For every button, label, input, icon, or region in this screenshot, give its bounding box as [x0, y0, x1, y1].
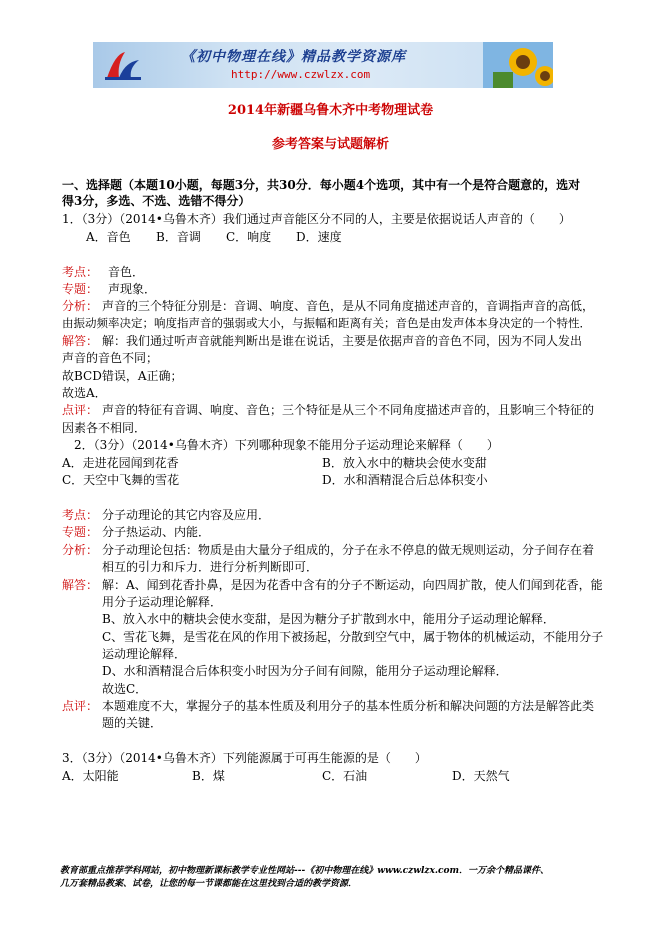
footer-line2: 几万套精品教案、试卷，让您的每一节课都能在这里找到合适的教学资源．	[60, 879, 358, 889]
q1-jieda-line3: 故BCD错误，A正确；	[62, 369, 183, 383]
q1-jieda-line4: 故选A．	[62, 386, 107, 400]
q1-kaodian: 音色．	[108, 265, 145, 279]
q1-dianping-line1: 声音的特征有音调、响度、音色；三个特征是从三个不同角度描述声音的，且影响三个特征的	[102, 403, 595, 417]
section-heading-line1: 一、选择题（本题10小题，每题3分，共30分．每小题4个选项，其中有一个是符合题意的，选对	[62, 178, 581, 192]
document-subtitle: 参考答案与试题解析	[271, 137, 389, 152]
q1-fenxi-label: 分析：	[62, 299, 99, 313]
q2-jieda-line4: C、雪花飞舞，是雪花在风的作用下被扬起，分散到空气中，属于物体的机械运动，不能用分子	[102, 630, 604, 644]
sunflower-icon	[483, 42, 553, 88]
page-footer	[60, 865, 549, 891]
q1-dianping-label: 点评：	[62, 403, 99, 417]
q2-jieda-line2: 用分子运动理论解释．	[102, 595, 223, 609]
q3-option-b: B．煤	[192, 769, 225, 783]
q3-option-c: C．石油	[322, 769, 368, 783]
q2-option-c: C．天空中飞舞的雪花	[62, 473, 180, 487]
q2-jieda-line6: D、水和酒精混合后体积变小时因为分子间有间隙，能用分子运动理论解释．	[102, 664, 508, 678]
q1-option-b: B．音调	[156, 230, 201, 244]
q2-jieda-line3: B、放入水中的糖块会使水变甜，是因为糖分子扩散到水中，能用分子运动理论解释．	[102, 612, 555, 626]
section-heading-line2: 得3分，多选、不选、选错不得分）	[62, 194, 251, 208]
q2-fenxi-line1: 分子动理论包括：物质是由大量分子组成的，分子在永不停息的做无规则运动，分子间存在着	[102, 543, 595, 557]
q1-option-a: A．音色	[86, 230, 131, 244]
q1-jieda-label: 解答：	[62, 334, 99, 348]
q2-jieda-line1: 解：A、闻到花香扑鼻，是因为花香中含有的分子不断运动，向四周扩散，使人们闻到花香，能	[102, 578, 603, 592]
footer-line1: 教育部重点推荐学科网站，初中物理新课标教学专业性网站---《初中物理在线》www.czwlzx.com．一万余个精品课件、	[60, 866, 550, 876]
q2-dianping-line1: 本题难度不大，掌握分子的基本性质及利用分子的基本性质分析和解决问题的方法是解答此类	[102, 699, 595, 713]
q2-option-d: D．水和酒精混合后总体积变小	[322, 473, 488, 487]
q1-fenxi-line2: 由振动频率决定；响度指声音的强弱或大小，与振幅和距离有关；音色是由发声体本身决定的一个特性．	[62, 316, 591, 330]
q1-zhuanti-label: 专题：	[62, 282, 99, 296]
site-logo-icon	[103, 48, 143, 82]
q1-jieda-line2: 声音的音色不同；	[62, 351, 159, 365]
banner-title: 《初中物理在线》精品教学资源库	[181, 49, 406, 65]
q2-option-b: B．放入水中的糖块会使水变甜	[322, 456, 487, 470]
q3-option-a: A．太阳能	[62, 769, 119, 783]
q2-stem: 2．（3分）（2014•乌鲁木齐）下列哪种现象不能用分子运动理论来解释（ ）	[74, 438, 499, 452]
q2-jieda-line7: 故选C．	[102, 682, 148, 696]
q3-stem: 3．（3分）（2014•乌鲁木齐）下列能源属于可再生能源的是（ ）	[62, 751, 427, 765]
q1-kaodian-label: 考点：	[62, 265, 99, 279]
q1-dianping-line2: 因素各不相同．	[62, 421, 147, 435]
q1-option-d: D．速度	[296, 230, 342, 244]
q2-jieda-line5: 运动理论解释．	[102, 647, 187, 661]
q2-zhuanti: 分子热运动、内能．	[102, 525, 211, 539]
q3-option-d: D．天然气	[452, 769, 510, 783]
q2-dianping-line2: 题的关键．	[102, 716, 163, 730]
q2-kaodian: 分子动理论的其它内容及应用．	[102, 508, 271, 522]
q1-zhuanti: 声现象．	[108, 282, 157, 296]
document-title: 2014年新疆乌鲁木齐中考物理试卷	[227, 103, 434, 118]
q1-jieda-line1: 解：我们通过听声音就能判断出是谁在说话，主要是依据声音的音色不同，因为不同人发出	[102, 334, 583, 348]
q2-fenxi-label: 分析：	[62, 543, 99, 557]
header-banner	[93, 42, 553, 88]
q1-option-c: C．响度	[226, 230, 272, 244]
banner-url[interactable]: http://www.czwlzx.com	[231, 68, 371, 81]
q2-option-a: A．走进花园闻到花香	[62, 456, 179, 470]
q2-zhuanti-label: 专题：	[62, 525, 99, 539]
q2-fenxi-line2: 相互的引力和斥力．进行分析判断即可．	[102, 560, 319, 574]
q1-fenxi-line1: 声音的三个特征分别是：音调、响度、音色，是从不同角度描述声音的，音调指声音的高低，	[102, 299, 595, 313]
q2-dianping-label: 点评：	[62, 699, 99, 713]
q1-stem: 1．（3分）（2014•乌鲁木齐）我们通过声音能区分不同的人，主要是依据说话人声音的（ ）	[62, 212, 571, 226]
q2-jieda-label: 解答：	[62, 578, 99, 592]
q2-kaodian-label: 考点：	[62, 508, 99, 522]
